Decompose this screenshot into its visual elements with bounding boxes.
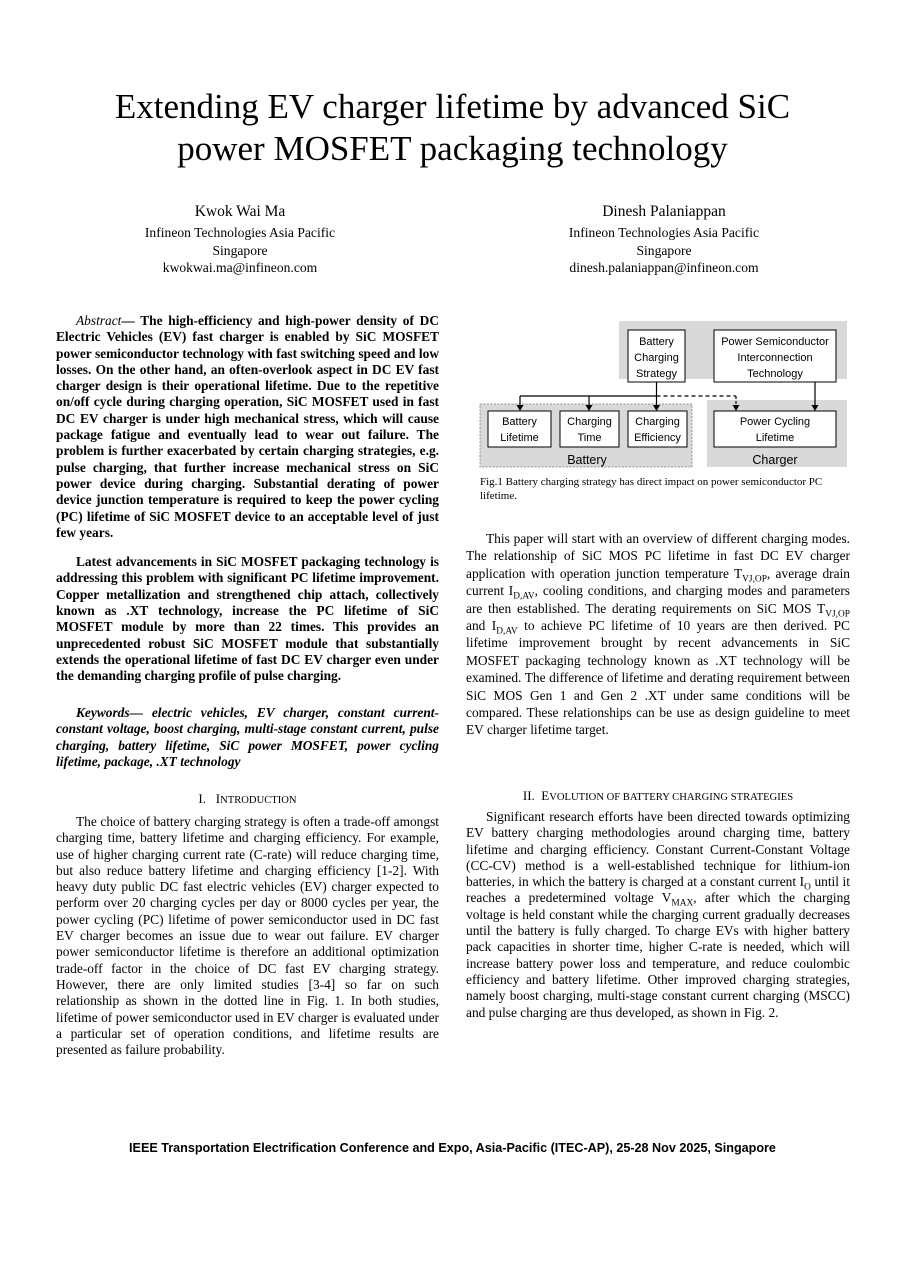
evolution-text-c: , after which the charging voltage is held constant while the charging current gradually decreases until the battery is fully charged. To charge EVs with higher battery pack capacities in shorter time, higher C-rate is needed, which will increase battery power loss and temperature, and reduce coulombic efficiency and battery lifetime. Other improved charging strategies, namely boost charging, multi-stage constant current charging (MSCC) and pulse charging are thus developed, as shown in Fig. 2. (466, 890, 850, 1020)
keywords (56, 705, 439, 770)
figure-1-caption: Fig.1 Battery charging strategy has direct impact on power semiconductor PC lifetime. (480, 476, 823, 502)
introduction-body (56, 814, 439, 1058)
lifetime-line-1: Battery (502, 416, 537, 428)
efficiency-line-2: Efficiency (634, 432, 681, 444)
group-label-charger: Charger (752, 453, 798, 467)
intro-sub-c: VJ,OP (825, 609, 850, 620)
evolution-text-b: until it reaches a predetermined voltage V (466, 874, 850, 906)
intro-sub-b: D,AV (513, 591, 535, 602)
intro-text-b: , average drain current I (466, 565, 850, 599)
author-name: Kwok Wai Ma (194, 203, 286, 220)
keywords-dash: — (129, 705, 152, 720)
abstract-paragraph-1: The high-efficiency and high-power density of DC Electric Vehicles (EV) fast charger is enabled by SiC MOSFET power semiconductor technology with fast switching speed and low losses. On the other hand, an often-overlook aspect in DC EV fast charger design is their operational lifetime. Due to the repetitive on/off cycle during charging operation, SiC MOSFET used in fast DC EV charger is under high mechanical stress, which will cause package fatigue and eventually lead to wear out failure. The problem is further exacerbated by certain charging strategies, e.g. pulse charging, that further increase mechanical stress on SiC power device during charging. Substantial derating of power device junction temperature is required to keep the power cycling (PC) lifetime of SiC MOSFET device to an acceptable level of just few years. (56, 313, 439, 540)
intro-text-e: to achieve PC lifetime of 10 years are then derived. PC lifetime improvement brought by recent advancements in SiC MOSFET packaging technology known as .XT technology will be examined. The difference of lifetime and derating requirement between SiC MOS Gen 1 and Gen 2 .XT under same conditions will be compared. These relationships can be use as design guideline to meet EV charger lifetime target. (466, 618, 850, 738)
strategy-line-2: Charging (634, 352, 679, 364)
interconnect-line-3: Technology (747, 368, 803, 380)
group-label-battery: Battery (567, 453, 607, 467)
paper-title (60, 86, 845, 170)
section-cap: E (541, 788, 550, 803)
strategy-line-1: Battery (639, 336, 674, 348)
conference-footer: IEEE Transportation Electrification Conference and Expo, Asia-Pacific (ITEC-AP), 25-28 Nov 2025, Singapore (129, 1141, 776, 1155)
section-cap: I (215, 791, 221, 806)
evolution-sub-b: MAX (671, 899, 694, 910)
introduction-paragraph: The choice of battery charging strategy is often a trade-off amongst charging time, battery lifetime and charging efficiency. For example, use of higher charging current rate (C-rate) will reduce charging time, but also reduce battery lifetime and charging efficiency [1-2]. With heavy duty public DC fast electric vehicles (EV) charger expected to perform over 20 charging cycles per day or 8000 cycles per year, the power cycling (PC) lifetime of power semiconductor used in DC fast EV charger becomes an issue due to wear out failure. EV charger power semiconductor lifetime is therefore an additional optimization trade-off factor in the choice of DC fast EV charging strategy. However, there are only limited studies [3-4] so far on such relationship as shown in the dotted line in Fig. 1. In both studies, lifetime of power semiconductor used in EV charger is evaluated under a particular set of operation conditions, and lifetime results are presented as failure probability. (56, 814, 439, 1058)
author-affiliation: Infineon Technologies Asia Pacific (144, 225, 336, 241)
intro-sub-d: D,AV (496, 626, 518, 637)
title-line-2: power MOSFET packaging technology (177, 129, 728, 168)
author-location: Singapore (636, 242, 692, 258)
interconnect-line-1: Power Semiconductor (721, 336, 829, 348)
keywords-text: electric vehicles, EV charger, constant current-constant voltage, boost charging, multi-stage constant current, pulse charging, battery lifetime, SiC power MOSFET, power cycling lifetime, package, .XT technology (56, 705, 439, 769)
intro-text-a: This paper will start with an overview of different charging modes. The relationship of SiC MOS PC lifetime in fast DC EV charger application with operation junction temperature T (466, 531, 850, 581)
title-line-1: Extending EV charger lifetime by advanced SiC (114, 87, 791, 126)
section-number: II. (522, 788, 535, 803)
time-line-1: Charging (567, 416, 612, 428)
abstract-dash: — (121, 313, 141, 328)
section-number: I. (198, 791, 206, 806)
intro-sub-a: VJ,OP (742, 574, 767, 585)
intro-right-paragraph (466, 530, 850, 739)
author-email: kwokwai.ma@infineon.com (162, 260, 318, 276)
abstract (56, 313, 439, 685)
section-rest: VOLUTION OF BATTERY CHARGING STRATEGIES (549, 792, 794, 803)
abstract-paragraph-2: Latest advancements in SiC MOSFET packaging technology is addressing this problem with significant PC lifetime improvement. Copper metallization and strengthened chip attach, collectively known as .XT technology, increase the PC lifetime of SiC MOSFET module by more than 22 times. This provides an unprecedented robust SiC MOSFET module that substantially extends the operational lifetime of fast DC EV charger even under the demanding charging profile of pulse charging. (56, 554, 439, 684)
efficiency-line-1: Charging (635, 416, 680, 428)
evolution-sub-a: O (804, 882, 811, 893)
author-block-2 (514, 203, 814, 277)
section-heading-introduction (56, 791, 439, 807)
intro-text-c: , cooling conditions, and charging modes and parameters are then established. The derating requirements on SiC MOS T (466, 583, 850, 616)
intro-text-d: and I (466, 618, 497, 634)
keywords-lead: Keywords (76, 705, 130, 720)
author-email: dinesh.palaniappan@infineon.com (569, 260, 759, 276)
section-rest: NTRODUCTION (220, 795, 297, 806)
evolution-body (466, 809, 850, 1021)
lifetime-line-2: Lifetime (500, 432, 539, 444)
author-name: Dinesh Palaniappan (602, 203, 726, 220)
author-affiliation: Infineon Technologies Asia Pacific (568, 225, 760, 241)
author-location: Singapore (212, 242, 268, 258)
figure-1-diagram (478, 320, 850, 470)
abstract-lead: Abstract (76, 313, 122, 328)
pc-line-1: Power Cycling (739, 416, 811, 428)
pc-line-2: Lifetime (755, 432, 795, 444)
section-heading-evolution (466, 788, 850, 804)
author-block-1 (90, 203, 390, 277)
evolution-text-a: Significant research efforts have been directed towards optimizing EV battery charging methodologies around charging time, battery lifetime and charging efficiency. Constant Current-Constant Voltage (CC-CV) method is a well-established technique for lithium-ion batteries, in which the battery is charged at a constant current I (466, 809, 850, 890)
interconnect-line-2: Interconnection (737, 352, 813, 364)
time-line-2: Time (577, 432, 602, 444)
strategy-line-3: Strategy (636, 368, 677, 380)
